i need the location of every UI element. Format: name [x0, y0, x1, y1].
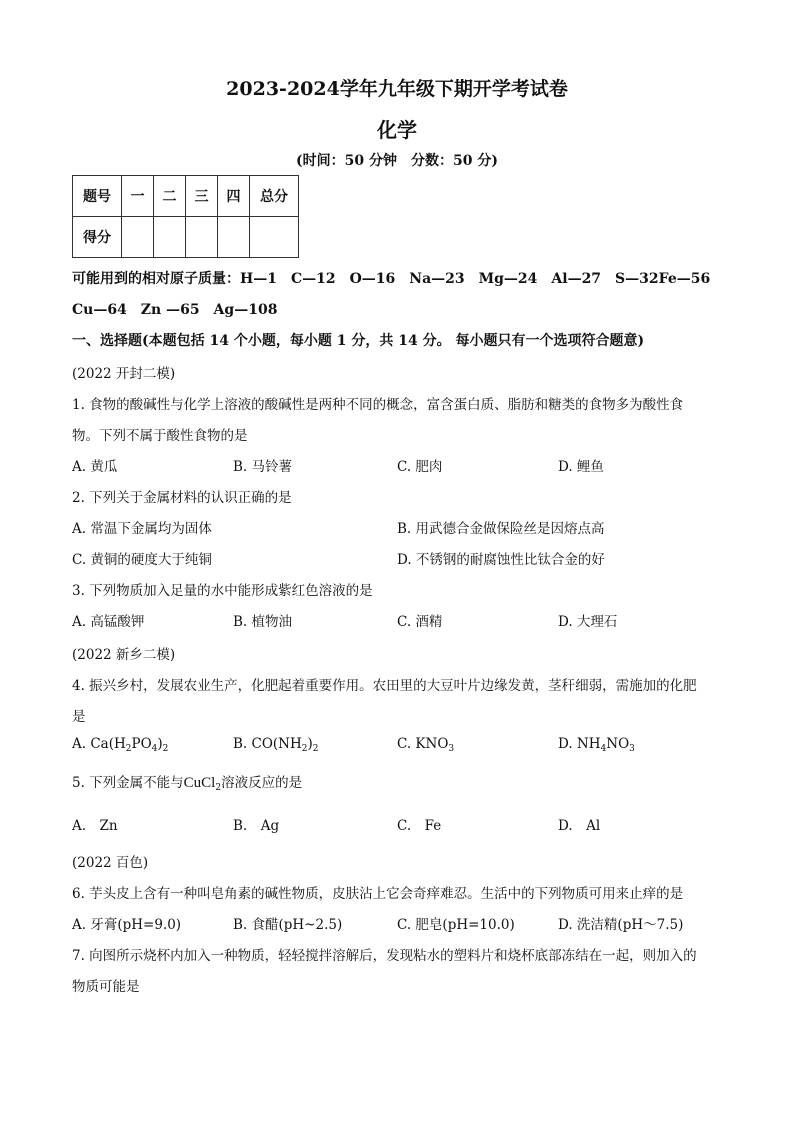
score-cell: 四 [218, 176, 250, 217]
score-table [72, 175, 299, 258]
score-input-cell[interactable] [250, 217, 299, 258]
score-input-cell[interactable] [122, 217, 154, 258]
score-cell: 二 [154, 176, 186, 217]
q4-option-c [397, 736, 454, 754]
subject-title: 化学 [377, 118, 417, 142]
q2-stem: 2. 下列关于金属材料的认识正确的是 [72, 490, 292, 506]
q7-stem-line-2: 物质可能是 [72, 979, 140, 995]
q5-option-c: C. Fe [397, 818, 442, 834]
formula-text: B. CO(NH [233, 736, 302, 752]
question-source: (2022 百色) [72, 855, 149, 871]
q4-stem-line-1: 4. 振兴乡村，发展农业生产，化肥起着重要作用。农田里的大豆叶片边缘发黄，茎秆细弱，需施加的化肥 [72, 678, 697, 694]
q7-stem-line-1: 7. 向图所示烧杯内加入一种物质，轻轻搅拌溶解后，发现粘水的塑料片和烧杯底部冻结在一起，则加入的 [72, 948, 697, 964]
q4-option-a [72, 736, 168, 754]
q6-option-a: A. 牙膏(pH=9.0) [72, 917, 182, 933]
subscript: 2 [312, 744, 319, 754]
score-table-score-row [73, 217, 299, 258]
score-cell: 三 [186, 176, 218, 217]
subscript: 3 [448, 744, 455, 754]
q1-option-c: C. 肥肉 [397, 459, 443, 475]
q5-option-b: B. Ag [233, 818, 280, 834]
q1-option-d: D. 鲤鱼 [558, 459, 604, 475]
q4-option-d [558, 736, 635, 754]
subscript: 2 [301, 744, 308, 754]
q2-option-b: B. 用武德合金做保险丝是因熔点高 [397, 521, 605, 537]
q2-option-d: D. 不锈钢的耐腐蚀性比钛合金的好 [397, 552, 605, 568]
subscript: 4 [151, 744, 158, 754]
q4-stem-line-2: 是 [72, 709, 86, 725]
stem-text: 溶液反应的是 [221, 775, 303, 791]
score-input-cell[interactable] [186, 217, 218, 258]
formula-text: D. NH [558, 736, 601, 752]
subscript: 2 [215, 783, 222, 793]
score-cell: 一 [122, 176, 154, 217]
exam-title: 2023-2024学年九年级下期开学考试卷 [226, 78, 568, 100]
q3-option-c: C. 酒精 [397, 614, 443, 630]
q3-option-a: A. 高锰酸钾 [72, 614, 145, 630]
question-source: (2022 新乡二模) [72, 647, 176, 663]
formula-text: A. Ca(H [72, 736, 126, 752]
q3-stem: 3. 下列物质加入足量的水中能形成紫红色溶液的是 [72, 583, 373, 599]
stem-text: 5. 下列金属不能与 [72, 775, 184, 791]
formula-text: C. KNO [397, 736, 449, 752]
formula-text: NO [606, 736, 630, 752]
subscript: 4 [600, 744, 607, 754]
atomic-mass-line-1: 可能用到的相对原子质量：H—1 C—12 O—16 Na—23 Mg—24 Al—27 S—32Fe—56 [72, 271, 711, 287]
score-cell: 题号 [73, 176, 122, 217]
q6-stem: 6. 芋头皮上含有一种叫皂角素的碱性物质，皮肤沾上它会奇痒难忍。生活中的下列物质可用来止痒的是 [72, 886, 684, 902]
exam-info: (时间：50 分钟 分数：50 分) [296, 153, 498, 169]
q5-option-d: D. Al [558, 818, 601, 834]
q1-option-b: B. 马铃薯 [233, 459, 293, 475]
section-heading: 一、选择题(本题包括 14 个小题，每小题 1 分，共 14 分。 每小题只有一个选项符合题意) [72, 333, 645, 349]
q6-option-c: C. 肥皂(pH=10.0) [397, 917, 515, 933]
q6-option-b: B. 食醋(pH~2.5) [233, 917, 343, 933]
formula-text: ) [307, 736, 313, 752]
score-table-header-row [73, 176, 299, 217]
q5-stem [72, 771, 302, 793]
q5-option-a: A. Zn [72, 818, 118, 834]
score-cell: 得分 [73, 217, 122, 258]
q2-option-c: C. 黄铜的硬度大于纯铜 [72, 552, 212, 568]
q6-option-d: D. 洗洁精(pH～7.5) [558, 917, 684, 933]
q1-option-a: A. 黄瓜 [72, 459, 118, 475]
atomic-mass-line-2: Cu—64 Zn —65 Ag—108 [72, 302, 278, 318]
score-cell: 总分 [250, 176, 299, 217]
subscript: 2 [125, 744, 132, 754]
formula-text: ) [157, 736, 163, 752]
q3-option-d: D. 大理石 [558, 614, 618, 630]
q4-option-b [233, 736, 319, 754]
q3-option-b: B. 植物油 [233, 614, 293, 630]
subscript: 3 [629, 744, 635, 754]
q2-option-a: A. 常温下金属均为固体 [72, 521, 212, 537]
formula-text: PO [131, 736, 152, 752]
q1-stem-line-2: 物。下列不属于酸性食物的是 [72, 428, 248, 444]
score-input-cell[interactable] [154, 217, 186, 258]
question-source: (2022 开封二模) [72, 366, 176, 382]
subscript: 2 [162, 744, 169, 754]
score-input-cell[interactable] [218, 217, 250, 258]
formula-text: CuCl [183, 775, 216, 791]
q1-stem-line-1: 1. 食物的酸碱性与化学上溶液的酸碱性是两种不同的概念，富含蛋白质、脂肪和糖类的食物多为酸性食 [72, 397, 684, 413]
